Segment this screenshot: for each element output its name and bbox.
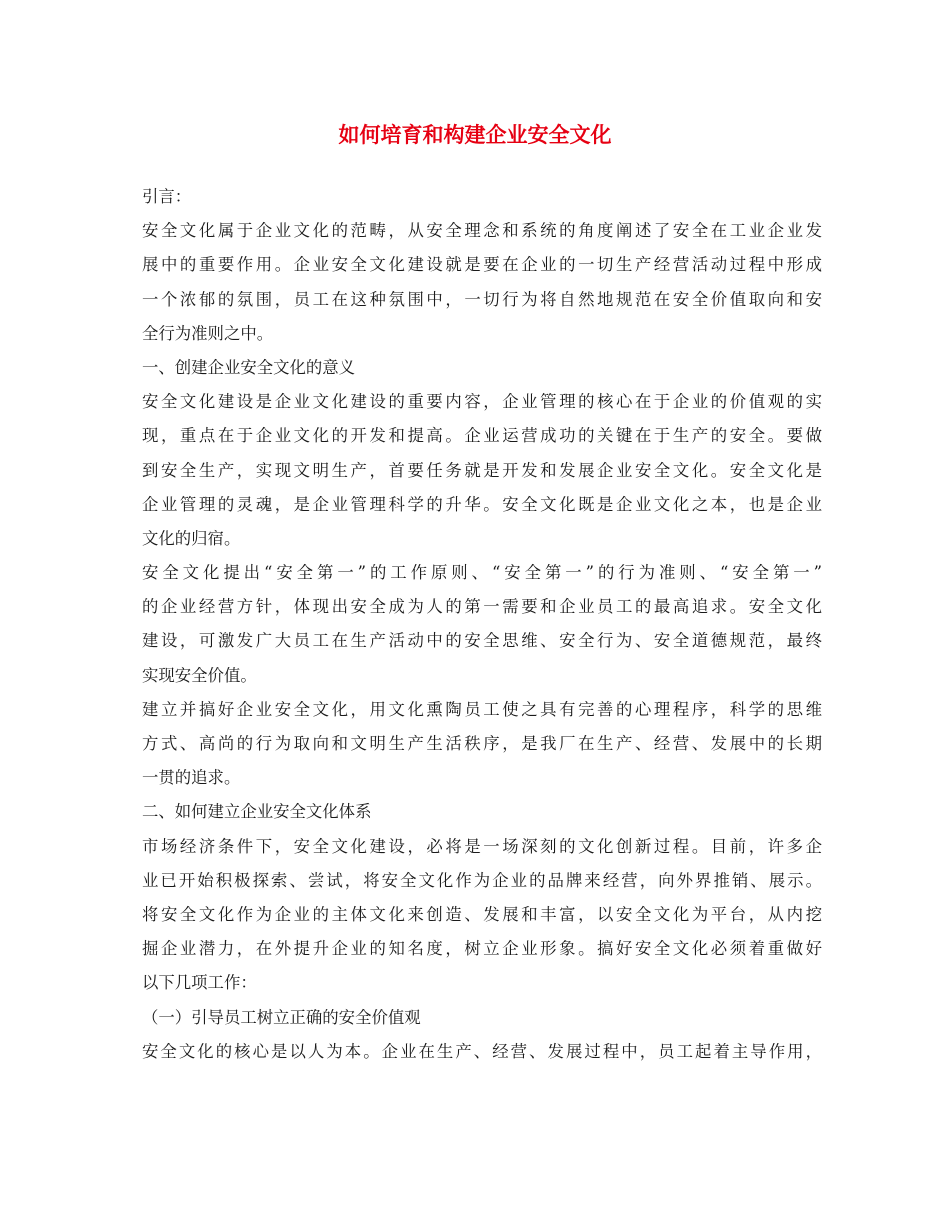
body-text-line: 一个浓郁的氛围，员工在这种氛围中，一切行为将自然地规范在安全价值取向和安 [142, 289, 822, 309]
body-text-line: 安全文化的核心是以人为本。企业在生产、经营、发展过程中，员工起着主导作用， [142, 1041, 822, 1061]
body-text-line: 安全文化属于企业文化的范畴，从安全理念和系统的角度阐述了安全在工业企业发 [142, 221, 822, 241]
section-text-line: 实现安全价值。 [142, 665, 257, 685]
body-text-line: 掘企业潜力，在外提升企业的知名度，树立企业形象。搞好安全文化必须着重做好 [142, 939, 822, 959]
document-title: 如何培育和构建企业安全文化 [338, 123, 612, 147]
body-text-line: 安全文化提出“安全第一”的工作原则、“安全第一”的行为准则、“安全第一” [142, 563, 822, 583]
body-text-line: 现，重点在于企业文化的开发和提高。企业运营成功的关键在于生产的安全。要做 [142, 426, 822, 446]
section-text-line: 引言： [142, 187, 192, 206]
body-text-line: 建立并搞好企业安全文化，用文化熏陶员工使之具有完善的心理程序，科学的思维 [142, 699, 822, 719]
section-text-line: 二、如何建立企业安全文化体系 [142, 802, 372, 822]
document-body [142, 180, 822, 1069]
body-text-line: 展中的重要作用。企业安全文化建设就是要在企业的一切生产经营活动过程中形成 [142, 255, 822, 275]
body-text-line: 企业管理的灵魂，是企业管理科学的升华。安全文化既是企业文化之本，也是企业 [142, 494, 822, 514]
body-text-line: 业已开始积极探索、尝试，将安全文化作为企业的品牌来经营，向外界推销、展示。 [142, 870, 822, 890]
body-text-line: 安全文化建设是企业文化建设的重要内容，企业管理的核心在于企业的价值观的实 [142, 392, 822, 412]
body-text-line: 到安全生产，实现文明生产，首要任务就是开发和发展企业安全文化。安全文化是 [142, 460, 822, 480]
body-text-line: 将安全文化作为企业的主体文化来创造、发展和丰富，以安全文化为平台，从内挖 [142, 904, 822, 924]
body-text-line: 的企业经营方针，体现出安全成为人的第一需要和企业员工的最高追求。安全文化 [142, 597, 822, 617]
body-text-line: 方式、高尚的行为取向和文明生产生活秩序，是我厂在生产、经营、发展中的长期 [142, 734, 822, 753]
section-text-line: 全行为准则之中。 [142, 323, 274, 343]
section-text-line: 一、创建企业安全文化的意义 [142, 357, 356, 377]
body-text-line: 市场经济条件下，安全文化建设，必将是一场深刻的文化创新过程。目前，许多企 [142, 836, 822, 856]
section-text-line: 以下几项工作： [142, 973, 257, 993]
body-text-line: 建设，可激发广大员工在生产活动中的安全思维、安全行为、安全道德规范，最终 [142, 631, 822, 651]
section-text-line: 一贯的追求。 [142, 768, 241, 788]
section-text-line: （一）引导员工树立正确的安全价值观 [142, 1007, 421, 1027]
section-text-line: 文化的归宿。 [142, 528, 241, 548]
